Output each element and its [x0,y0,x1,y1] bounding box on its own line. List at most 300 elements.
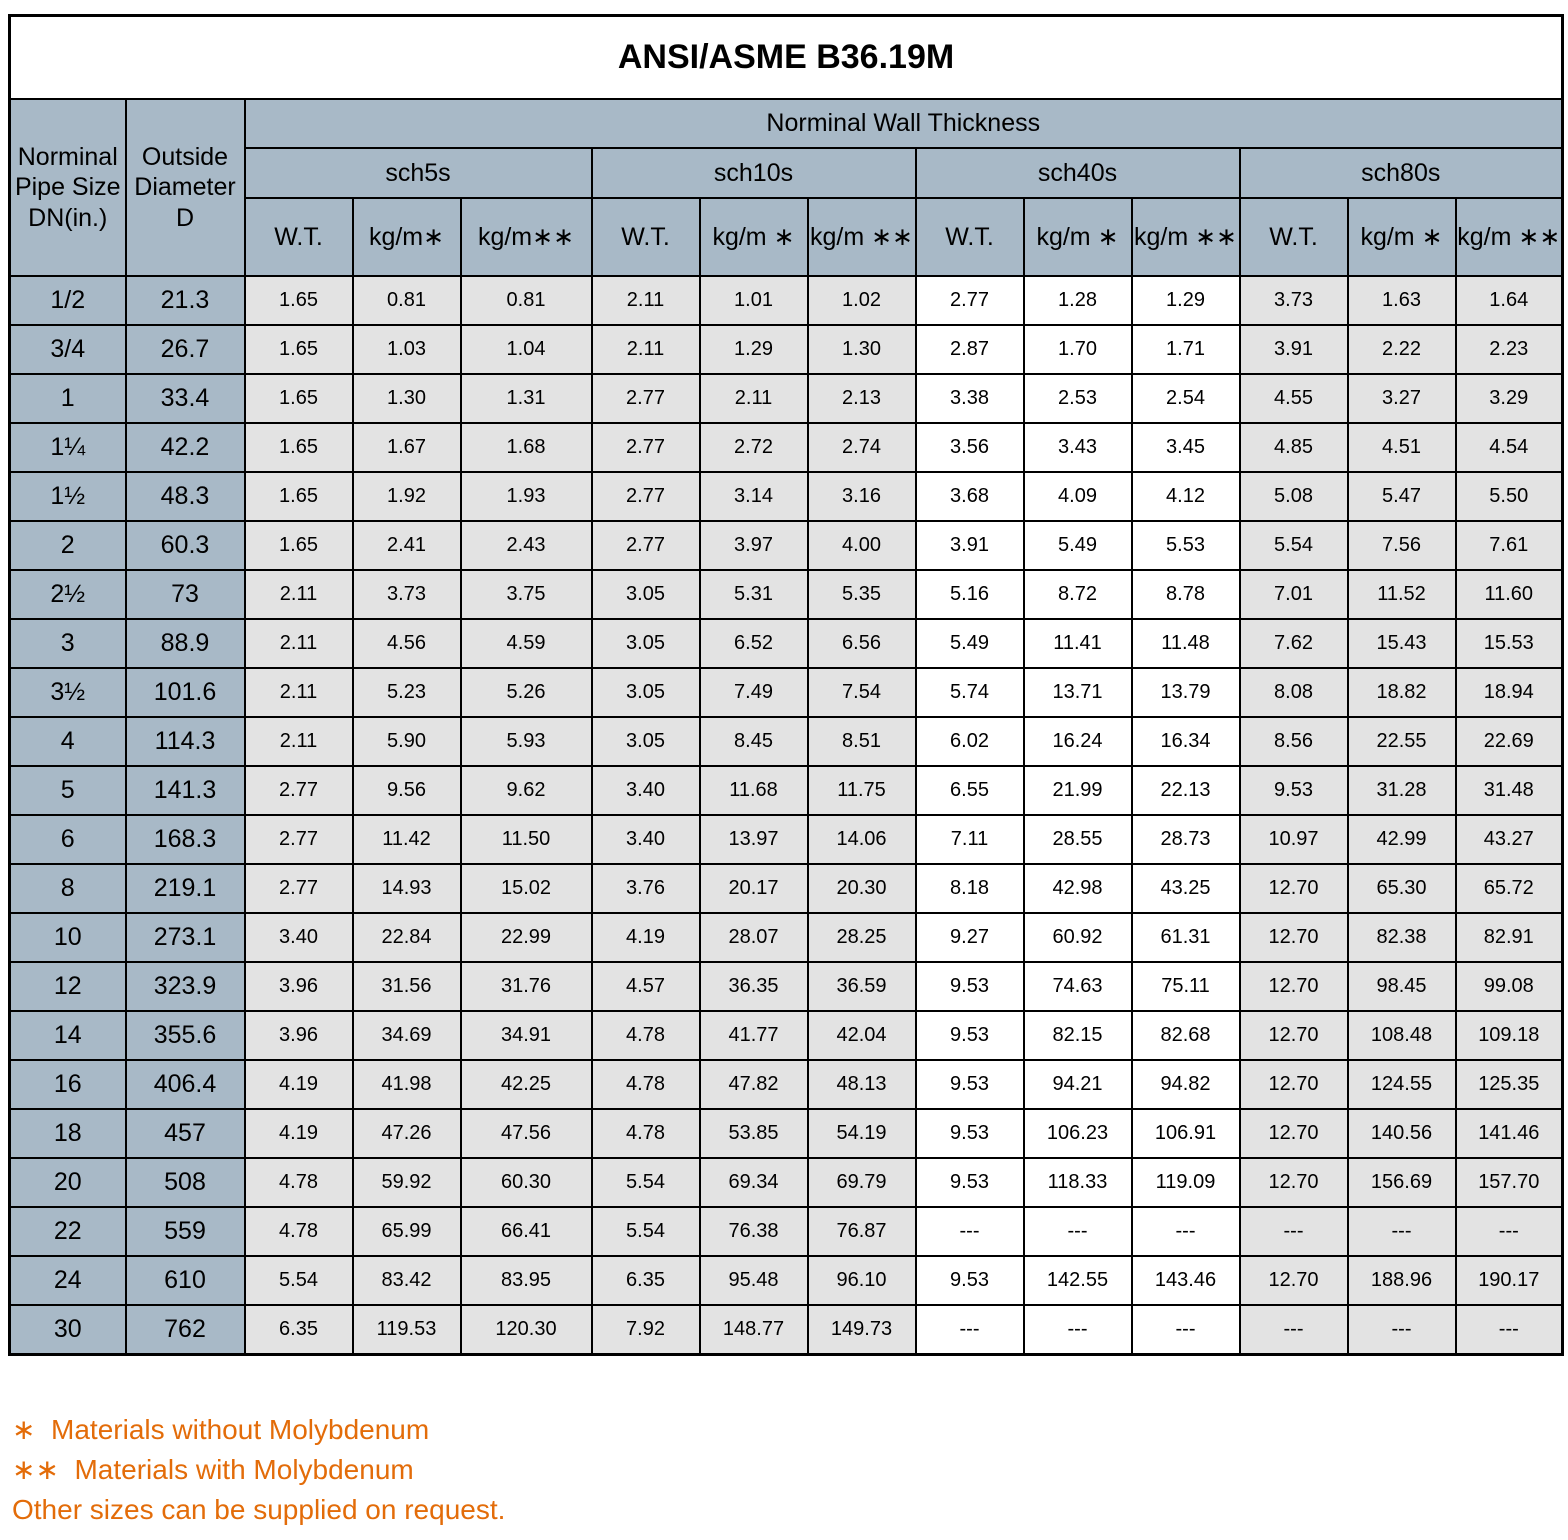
value-cell: 2.43 [461,521,592,570]
value-cell: 83.42 [353,1256,461,1305]
table-row [10,668,1563,717]
value-cell: 2.11 [245,668,353,717]
table-row [10,815,1563,864]
value-cell: 3.75 [461,570,592,619]
value-cell: 99.08 [1456,962,1563,1011]
nominal-size-cell: 20 [10,1158,126,1207]
value-cell: --- [1456,1207,1563,1256]
value-cell: 22.99 [461,913,592,962]
value-cell: 2.74 [808,423,916,472]
nominal-size-cell: 3½ [10,668,126,717]
value-cell: --- [1132,1305,1240,1355]
subheader-cell: kg/m ∗∗ [1456,198,1563,276]
subheader-cell: kg/m ∗ [1024,198,1132,276]
nominal-size-cell: 6 [10,815,126,864]
value-cell: 119.09 [1132,1158,1240,1207]
value-cell: 5.93 [461,717,592,766]
value-cell: 188.96 [1348,1256,1456,1305]
value-cell: 11.52 [1348,570,1456,619]
value-cell: 7.56 [1348,521,1456,570]
value-cell: 148.77 [700,1305,808,1355]
note-other-sizes: Other sizes can be supplied on request. [12,1494,506,1525]
value-cell: 4.12 [1132,472,1240,521]
table-row [10,1109,1563,1158]
value-cell: 82.91 [1456,913,1563,962]
value-cell: --- [1240,1207,1348,1256]
value-cell: 6.55 [916,766,1024,815]
value-cell: 22.13 [1132,766,1240,815]
subheader-cell: W.T. [245,198,353,276]
value-cell: 1.93 [461,472,592,521]
table-row [10,766,1563,815]
value-cell: 1.65 [245,276,353,325]
table-row [10,570,1563,619]
table-row [10,325,1563,374]
value-cell: 7.49 [700,668,808,717]
value-cell: 22.69 [1456,717,1563,766]
value-cell: 8.18 [916,864,1024,913]
header-sch80s: sch80s [1240,148,1563,198]
value-cell: 0.81 [353,276,461,325]
value-cell: 9.27 [916,913,1024,962]
table-row [10,962,1563,1011]
subheader-cell: kg/m ∗ [700,198,808,276]
value-cell: 2.77 [592,472,700,521]
outside-diameter-cell: 610 [126,1256,245,1305]
value-cell: 21.99 [1024,766,1132,815]
value-cell: 1.30 [353,374,461,423]
value-cell: 31.56 [353,962,461,1011]
table-row [10,1011,1563,1060]
value-cell: 6.35 [245,1305,353,1355]
value-cell: 2.11 [592,325,700,374]
value-cell: --- [1348,1305,1456,1355]
value-cell: 12.70 [1240,1011,1348,1060]
value-cell: 9.53 [916,1011,1024,1060]
value-cell: 3.40 [592,766,700,815]
value-cell: 13.97 [700,815,808,864]
table-row [10,864,1563,913]
value-cell: 65.99 [353,1207,461,1256]
value-cell: 5.23 [353,668,461,717]
value-cell: 1.30 [808,325,916,374]
value-cell: 69.79 [808,1158,916,1207]
value-cell: 143.46 [1132,1256,1240,1305]
value-cell: --- [1348,1207,1456,1256]
value-cell: 190.17 [1456,1256,1563,1305]
subheader-cell: W.T. [592,198,700,276]
value-cell: 2.77 [245,766,353,815]
nominal-size-cell: 4 [10,717,126,766]
value-cell: 125.35 [1456,1060,1563,1109]
table-row [10,1207,1563,1256]
outside-diameter-cell: 88.9 [126,619,245,668]
value-cell: 11.75 [808,766,916,815]
value-cell: 140.56 [1348,1109,1456,1158]
outside-diameter-cell: 406.4 [126,1060,245,1109]
value-cell: 2.77 [245,815,353,864]
value-cell: 5.54 [245,1256,353,1305]
value-cell: 2.41 [353,521,461,570]
value-cell: 18.94 [1456,668,1563,717]
value-cell: 11.50 [461,815,592,864]
outside-diameter-cell: 141.3 [126,766,245,815]
value-cell: 12.70 [1240,962,1348,1011]
subheader-cell: kg/m∗∗ [461,198,592,276]
value-cell: 3.05 [592,570,700,619]
value-cell: 7.92 [592,1305,700,1355]
value-cell: 4.19 [245,1109,353,1158]
value-cell: 4.55 [1240,374,1348,423]
value-cell: 54.19 [808,1109,916,1158]
table-row [10,472,1563,521]
value-cell: 141.46 [1456,1109,1563,1158]
outside-diameter-cell: 168.3 [126,815,245,864]
nominal-size-cell: 22 [10,1207,126,1256]
value-cell: 3.14 [700,472,808,521]
value-cell: 2.22 [1348,325,1456,374]
value-cell: 5.54 [592,1207,700,1256]
value-cell: 66.41 [461,1207,592,1256]
value-cell: 9.53 [916,1109,1024,1158]
subheader-cell: kg/m∗ [353,198,461,276]
value-cell: 0.81 [461,276,592,325]
value-cell: 9.53 [916,1158,1024,1207]
value-cell: 11.60 [1456,570,1563,619]
value-cell: 108.48 [1348,1011,1456,1060]
value-cell: 3.05 [592,717,700,766]
value-cell: 9.53 [916,1256,1024,1305]
header-outside-diameter: Outside Diameter D [126,99,245,276]
table-row [10,374,1563,423]
value-cell: 18.82 [1348,668,1456,717]
value-cell: 119.53 [353,1305,461,1355]
subheader-cell: W.T. [916,198,1024,276]
value-cell: 12.70 [1240,864,1348,913]
value-cell: 12.70 [1240,1158,1348,1207]
value-cell: 106.91 [1132,1109,1240,1158]
table-row [10,521,1563,570]
value-cell: 5.90 [353,717,461,766]
value-cell: 47.56 [461,1109,592,1158]
nominal-size-cell: 8 [10,864,126,913]
value-cell: 31.76 [461,962,592,1011]
value-cell: 1.65 [245,374,353,423]
value-cell: 7.54 [808,668,916,717]
value-cell: 94.82 [1132,1060,1240,1109]
value-cell: 76.87 [808,1207,916,1256]
value-cell: 69.34 [700,1158,808,1207]
value-cell: 4.56 [353,619,461,668]
nominal-size-cell: 16 [10,1060,126,1109]
value-cell: 3.91 [916,521,1024,570]
value-cell: 13.71 [1024,668,1132,717]
value-cell: 83.95 [461,1256,592,1305]
outside-diameter-cell: 60.3 [126,521,245,570]
outside-diameter-cell: 559 [126,1207,245,1256]
value-cell: 4.51 [1348,423,1456,472]
value-cell: 4.59 [461,619,592,668]
outside-diameter-cell: 273.1 [126,913,245,962]
value-cell: 2.53 [1024,374,1132,423]
value-cell: 2.11 [592,276,700,325]
value-cell: 43.27 [1456,815,1563,864]
footnotes [12,1410,505,1530]
value-cell: 157.70 [1456,1158,1563,1207]
value-cell: 65.72 [1456,864,1563,913]
value-cell: 2.77 [916,276,1024,325]
value-cell: 60.92 [1024,913,1132,962]
value-cell: 5.08 [1240,472,1348,521]
table-header [10,16,1563,277]
value-cell: 2.72 [700,423,808,472]
subheader-cell: kg/m ∗ [1348,198,1456,276]
value-cell: 76.38 [700,1207,808,1256]
nominal-size-cell: 12 [10,962,126,1011]
value-cell: 3.43 [1024,423,1132,472]
value-cell: 142.55 [1024,1256,1132,1305]
value-cell: 2.11 [245,717,353,766]
value-cell: 1.31 [461,374,592,423]
value-cell: 11.68 [700,766,808,815]
value-cell: 2.77 [245,864,353,913]
value-cell: 2.77 [592,521,700,570]
value-cell: 47.26 [353,1109,461,1158]
outside-diameter-cell: 508 [126,1158,245,1207]
value-cell: 4.78 [592,1109,700,1158]
value-cell: 7.01 [1240,570,1348,619]
value-cell: 42.25 [461,1060,592,1109]
outside-diameter-cell: 33.4 [126,374,245,423]
table-row [10,717,1563,766]
value-cell: 53.85 [700,1109,808,1158]
value-cell: 11.42 [353,815,461,864]
header-nominal-pipe-size: Norminal Pipe Size DN(in.) [10,99,126,276]
value-cell: 28.73 [1132,815,1240,864]
value-cell: 5.49 [916,619,1024,668]
value-cell: 12.70 [1240,913,1348,962]
value-cell: 120.30 [461,1305,592,1355]
table-row [10,1060,1563,1109]
table-row [10,276,1563,325]
value-cell: 3.96 [245,1011,353,1060]
header-sch40s: sch40s [916,148,1240,198]
value-cell: 3.73 [1240,276,1348,325]
value-cell: 6.56 [808,619,916,668]
value-cell: 1.65 [245,423,353,472]
value-cell: 9.53 [916,1060,1024,1109]
value-cell: 41.98 [353,1060,461,1109]
value-cell: 10.97 [1240,815,1348,864]
table-body [10,276,1563,1355]
value-cell: 42.98 [1024,864,1132,913]
value-cell: 1.02 [808,276,916,325]
outside-diameter-cell: 323.9 [126,962,245,1011]
value-cell: 3.16 [808,472,916,521]
outside-diameter-cell: 355.6 [126,1011,245,1060]
value-cell: 16.34 [1132,717,1240,766]
value-cell: 3.40 [592,815,700,864]
header-sch5s: sch5s [245,148,592,198]
value-cell: 3.40 [245,913,353,962]
value-cell: 98.45 [1348,962,1456,1011]
nominal-size-cell: 1¼ [10,423,126,472]
nominal-size-cell: 2 [10,521,126,570]
value-cell: 156.69 [1348,1158,1456,1207]
subheader-cell: W.T. [1240,198,1348,276]
value-cell: 2.11 [245,570,353,619]
value-cell: 6.35 [592,1256,700,1305]
value-cell: 95.48 [700,1256,808,1305]
nominal-size-cell: 18 [10,1109,126,1158]
value-cell: 8.08 [1240,668,1348,717]
value-cell: 124.55 [1348,1060,1456,1109]
value-cell: 3.27 [1348,374,1456,423]
value-cell: 94.21 [1024,1060,1132,1109]
note-without-molybdenum: ∗ Materials without Molybdenum [12,1414,430,1445]
value-cell: 28.25 [808,913,916,962]
value-cell: 4.78 [245,1158,353,1207]
pipe-schedule-table [8,14,1564,1356]
value-cell: 11.41 [1024,619,1132,668]
value-cell: 9.56 [353,766,461,815]
value-cell: 3.96 [245,962,353,1011]
value-cell: 2.13 [808,374,916,423]
value-cell: 3.05 [592,619,700,668]
subheader-cell: kg/m ∗∗ [808,198,916,276]
value-cell: 1.03 [353,325,461,374]
value-cell: 13.79 [1132,668,1240,717]
value-cell: 60.30 [461,1158,592,1207]
value-cell: 9.53 [1240,766,1348,815]
value-cell: 1.65 [245,325,353,374]
value-cell: 15.02 [461,864,592,913]
value-cell: 2.77 [592,374,700,423]
value-cell: 3.91 [1240,325,1348,374]
value-cell: 42.99 [1348,815,1456,864]
value-cell: 34.69 [353,1011,461,1060]
value-cell: --- [1024,1207,1132,1256]
nominal-size-cell: 24 [10,1256,126,1305]
value-cell: 20.17 [700,864,808,913]
value-cell: 5.35 [808,570,916,619]
value-cell: 1.92 [353,472,461,521]
outside-diameter-cell: 42.2 [126,423,245,472]
value-cell: 12.70 [1240,1060,1348,1109]
value-cell: 74.63 [1024,962,1132,1011]
value-cell: 28.07 [700,913,808,962]
nominal-size-cell: 1½ [10,472,126,521]
value-cell: 31.48 [1456,766,1563,815]
value-cell: 3.29 [1456,374,1563,423]
value-cell: 1.71 [1132,325,1240,374]
value-cell: 8.51 [808,717,916,766]
value-cell: 4.78 [245,1207,353,1256]
value-cell: 5.54 [592,1158,700,1207]
value-cell: 15.53 [1456,619,1563,668]
value-cell: 1.64 [1456,276,1563,325]
value-cell: 1.04 [461,325,592,374]
value-cell: 31.28 [1348,766,1456,815]
value-cell: 1.65 [245,472,353,521]
value-cell: 5.26 [461,668,592,717]
value-cell: 2.11 [245,619,353,668]
value-cell: 4.57 [592,962,700,1011]
value-cell: 82.38 [1348,913,1456,962]
outside-diameter-cell: 219.1 [126,864,245,913]
value-cell: 82.15 [1024,1011,1132,1060]
value-cell: 14.06 [808,815,916,864]
table-row [10,423,1563,472]
value-cell: 7.62 [1240,619,1348,668]
value-cell: 1.29 [1132,276,1240,325]
value-cell: 1.65 [245,521,353,570]
value-cell: 41.77 [700,1011,808,1060]
value-cell: 42.04 [808,1011,916,1060]
value-cell: --- [916,1305,1024,1355]
value-cell: 6.52 [700,619,808,668]
value-cell: 3.97 [700,521,808,570]
nominal-size-cell: 1 [10,374,126,423]
value-cell: 1.63 [1348,276,1456,325]
value-cell: --- [1456,1305,1563,1355]
outside-diameter-cell: 457 [126,1109,245,1158]
subheader-cell: kg/m ∗∗ [1132,198,1240,276]
value-cell: 2.87 [916,325,1024,374]
value-cell: 8.72 [1024,570,1132,619]
value-cell: 5.50 [1456,472,1563,521]
value-cell: 8.78 [1132,570,1240,619]
nominal-size-cell: 5 [10,766,126,815]
value-cell: 12.70 [1240,1109,1348,1158]
value-cell: 3.05 [592,668,700,717]
nominal-size-cell: 10 [10,913,126,962]
value-cell: 3.76 [592,864,700,913]
value-cell: 4.00 [808,521,916,570]
value-cell: 7.61 [1456,521,1563,570]
value-cell: 75.11 [1132,962,1240,1011]
value-cell: 3.56 [916,423,1024,472]
nominal-size-cell: 1/2 [10,276,126,325]
value-cell: 96.10 [808,1256,916,1305]
nominal-size-cell: 2½ [10,570,126,619]
value-cell: 5.31 [700,570,808,619]
value-cell: 4.09 [1024,472,1132,521]
value-cell: 36.35 [700,962,808,1011]
value-cell: 59.92 [353,1158,461,1207]
value-cell: 5.47 [1348,472,1456,521]
value-cell: 1.28 [1024,276,1132,325]
value-cell: 2.11 [700,374,808,423]
value-cell: 12.70 [1240,1256,1348,1305]
note-with-molybdenum: ∗∗ Materials with Molybdenum [12,1454,414,1485]
value-cell: 22.55 [1348,717,1456,766]
value-cell: 4.78 [592,1011,700,1060]
value-cell: 5.54 [1240,521,1348,570]
value-cell: 2.54 [1132,374,1240,423]
value-cell: 3.68 [916,472,1024,521]
value-cell: 11.48 [1132,619,1240,668]
value-cell: 15.43 [1348,619,1456,668]
value-cell: 61.31 [1132,913,1240,962]
value-cell: 1.67 [353,423,461,472]
nominal-size-cell: 3/4 [10,325,126,374]
outside-diameter-cell: 26.7 [126,325,245,374]
value-cell: 3.73 [353,570,461,619]
value-cell: 3.45 [1132,423,1240,472]
nominal-size-cell: 14 [10,1011,126,1060]
value-cell: 109.18 [1456,1011,1563,1060]
